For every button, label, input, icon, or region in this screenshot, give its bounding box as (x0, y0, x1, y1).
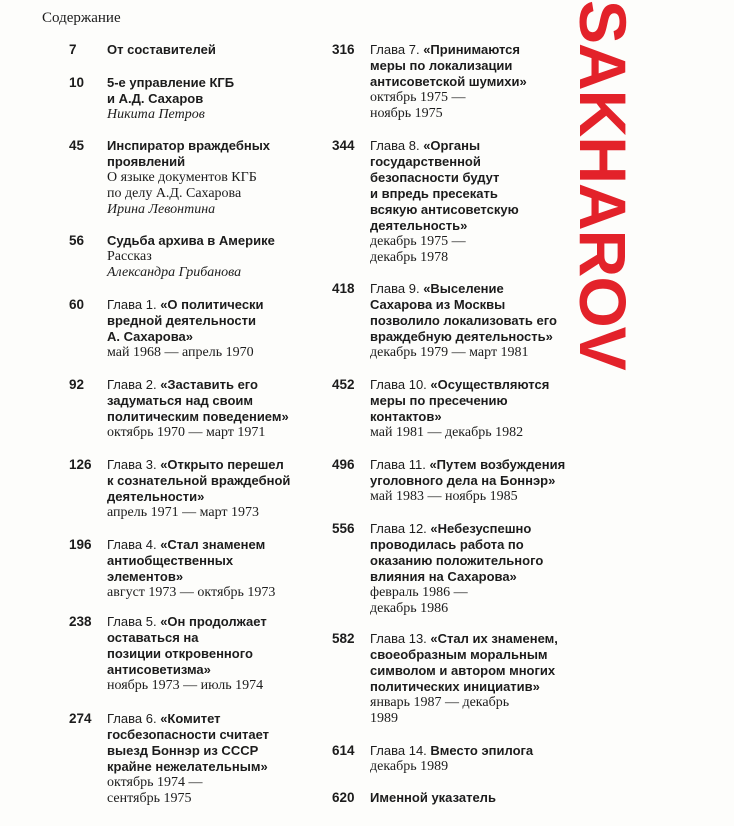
entry-content (370, 281, 570, 361)
chapter-title-text: антиобщественных (107, 553, 234, 568)
chapter-title-text: политическим поведением» (107, 409, 289, 424)
entry-subtitle-line: Рассказ (107, 249, 152, 264)
entry-title-line (107, 457, 319, 473)
chapter-title-text: элементов» (107, 569, 184, 584)
chapter-title-text: безопасности будут (370, 170, 500, 185)
chapter-title-text: политических инициатив» (370, 679, 540, 694)
entry-content (370, 377, 570, 441)
entry-date-range: октябрь 1975 — (370, 90, 466, 105)
chapter-title-text: «Путем возбуждения (429, 457, 566, 472)
entry-date-range: февраль 1986 — (370, 585, 468, 600)
entry-title-line (370, 58, 570, 74)
entry-content (370, 743, 570, 775)
entry-title-line (107, 409, 319, 425)
entry-title-line (370, 409, 570, 425)
chapter-title-text: символом и автором многих (370, 663, 556, 678)
entry-date-range: декабрь 1978 (370, 250, 449, 265)
entry-content (370, 457, 570, 505)
page-number: 45 (69, 138, 85, 153)
entry-title-line (107, 42, 319, 58)
entry-title-line (107, 233, 319, 249)
chapter-label: Глава 13. (370, 631, 431, 646)
chapter-title-text: «Заставить его (160, 377, 258, 392)
entry-date-range: декабрь 1989 (370, 759, 449, 774)
chapter-title-text: к сознательной враждебной (107, 473, 291, 488)
entry-date-range: декабрь 1979 — март 1981 (370, 345, 529, 360)
entry-date-range: январь 1987 — декабрь (370, 695, 510, 710)
entry-title-line (370, 154, 570, 170)
chapter-label: Глава 5. (107, 614, 161, 629)
entry-title-line (370, 393, 570, 409)
entry-title-line (107, 91, 319, 107)
page-number: 452 (332, 377, 355, 392)
page-number: 556 (332, 521, 355, 536)
entry-date-range: апрель 1971 — март 1973 (107, 505, 260, 520)
entry-date-range: 1989 (370, 711, 398, 726)
entry-title-line (107, 537, 319, 553)
entry-title-line (107, 377, 319, 393)
chapter-title-text: «Принимаются (423, 42, 521, 57)
chapter-title-text: деятельности» (107, 489, 205, 504)
page-number: 344 (332, 138, 355, 153)
chapter-title-text: крайне нежелательным» (107, 759, 268, 774)
entry-title-line (107, 489, 319, 505)
cover-title-text: SAKHAROV (566, 0, 640, 370)
chapter-title-text: меры по пресечению (370, 393, 508, 408)
chapter-title-text: позиции откровенного (107, 646, 253, 661)
entry-title-line (370, 790, 570, 806)
entry-content (107, 377, 319, 441)
page-number: 10 (69, 75, 85, 90)
entry-title-line (107, 759, 319, 775)
entry-content (370, 521, 570, 617)
chapter-title-text: задуматься над своим (107, 393, 253, 408)
entry-title-line (370, 647, 570, 663)
chapter-title-text: антисоветской шумихи» (370, 74, 527, 89)
chapter-title-text: проводилась работа по (370, 537, 524, 552)
chapter-title-text: «Он продолжает (160, 614, 267, 629)
chapter-title-text: и А.Д. Сахаров (107, 91, 204, 106)
chapter-title-text: «Стал знаменем (160, 537, 266, 552)
entry-title-line (107, 662, 319, 678)
entry-title-line (370, 553, 570, 569)
chapter-label: Глава 9. (370, 281, 424, 296)
chapter-title-text: «Стал их знаменем, (430, 631, 558, 646)
entry-date-range: сентябрь 1975 (107, 791, 192, 806)
entry-title-line (370, 457, 570, 473)
entry-author: Никита Петров (107, 107, 205, 122)
entry-title-line (107, 743, 319, 759)
chapter-title-text: контактов» (370, 409, 442, 424)
entry-title-line (370, 631, 570, 647)
chapter-title-text: Вместо эпилога (430, 743, 534, 758)
chapter-title-text: враждебную деятельность» (370, 329, 553, 344)
entry-title-line (370, 281, 570, 297)
entry-title-line (370, 329, 570, 345)
entry-title-line (107, 553, 319, 569)
chapter-title-text: «Комитет (160, 711, 221, 726)
entry-date-range: октябрь 1974 — (107, 775, 203, 790)
page-number: 614 (332, 743, 355, 758)
chapter-title-text: «Открыто перешел (160, 457, 284, 472)
chapter-label: Глава 7. (370, 42, 424, 57)
entry-author: Ирина Левонтина (107, 202, 216, 217)
entry-title-line (107, 329, 319, 345)
chapter-title-text: «Небезуспешно (430, 521, 532, 536)
chapter-title-text: 5-е управление КГБ (107, 75, 235, 90)
entry-title-line (370, 313, 570, 329)
entry-title-line (107, 297, 319, 313)
entry-title-line (370, 743, 570, 759)
cover-title-fragment (566, 0, 640, 370)
chapter-title-text: Именной указатель (370, 790, 496, 805)
chapter-label: Глава 4. (107, 537, 161, 552)
chapter-title-text: влияния на Сахарова» (370, 569, 517, 584)
page-number: 418 (332, 281, 355, 296)
entry-title-line (107, 614, 319, 630)
entry-date-range: ноябрь 1973 — июль 1974 (107, 678, 264, 693)
entry-title-line (370, 377, 570, 393)
page-number: 274 (69, 711, 92, 726)
chapter-title-text: оказанию положительного (370, 553, 544, 568)
entry-title-line (370, 537, 570, 553)
entry-title-line (370, 679, 570, 695)
chapter-title-text: «Выселение (423, 281, 504, 296)
chapter-label: Глава 14. (370, 743, 431, 758)
entry-date-range: ноябрь 1975 (370, 106, 443, 121)
page-number: 582 (332, 631, 355, 646)
chapter-title-text: позволило локализовать его (370, 313, 557, 328)
entry-title-line (107, 138, 319, 154)
page-number: 316 (332, 42, 355, 57)
entry-title-line (370, 202, 570, 218)
entry-title-line (370, 170, 570, 186)
chapter-title-text: От составителей (107, 42, 216, 57)
chapter-label: Глава 6. (107, 711, 161, 726)
entry-date-range: май 1981 — декабрь 1982 (370, 425, 524, 440)
entry-title-line (370, 186, 570, 202)
entry-title-line (370, 42, 570, 58)
chapter-title-text: проявлений (107, 154, 186, 169)
chapter-title-text: меры по локализации (370, 58, 513, 73)
chapter-title-text: и впредь пресекать (370, 186, 498, 201)
chapter-title-text: уголовного дела на Боннэр» (370, 473, 556, 488)
entry-content (107, 457, 319, 521)
page-heading: Содержание (42, 10, 121, 26)
entry-content (107, 711, 319, 807)
entry-subtitle-line: по делу А.Д. Сахарова (107, 186, 242, 201)
entry-content (107, 537, 319, 601)
entry-title-line (370, 297, 570, 313)
page-number: 7 (69, 42, 77, 57)
page-number: 56 (69, 233, 85, 248)
chapter-title-text: государственной (370, 154, 481, 169)
entry-content (370, 42, 570, 122)
entry-title-line (107, 646, 319, 662)
entry-content (107, 75, 319, 123)
entry-title-line (107, 75, 319, 91)
page-number: 496 (332, 457, 355, 472)
entry-date-range: октябрь 1970 — март 1971 (107, 425, 266, 440)
entry-content (370, 138, 570, 266)
chapter-title-text: «О политически (160, 297, 264, 312)
chapter-title-text: «Осуществляются (430, 377, 550, 392)
entry-content (107, 138, 319, 218)
entry-content (107, 614, 319, 694)
entry-title-line (370, 521, 570, 537)
chapter-label: Глава 10. (370, 377, 431, 392)
page-number: 92 (69, 377, 85, 392)
entry-date-range: декабрь 1975 — (370, 234, 466, 249)
page-number: 196 (69, 537, 92, 552)
chapter-title-text: «Органы (423, 138, 481, 153)
entry-title-line (370, 218, 570, 234)
entry-title-line (107, 569, 319, 585)
entry-title-line (107, 313, 319, 329)
chapter-title-text: госбезопасности считает (107, 727, 269, 742)
chapter-title-text: Судьба архива в Америке (107, 233, 275, 248)
entry-author: Александра Грибанова (107, 265, 242, 280)
page-number: 60 (69, 297, 85, 312)
entry-title-line (107, 154, 319, 170)
chapter-title-text: антисоветизма» (107, 662, 211, 677)
chapter-title-text: оставаться на (107, 630, 199, 645)
chapter-title-text: деятельность» (370, 218, 468, 233)
chapter-title-text: своеобразным моральным (370, 647, 548, 662)
chapter-title-text: Сахарова из Москвы (370, 297, 506, 312)
chapter-label: Глава 8. (370, 138, 424, 153)
chapter-title-text: вредной деятельности (107, 313, 256, 328)
chapter-title-text: всякую антисоветскую (370, 202, 519, 217)
chapter-title-text: выезд Боннэр из СССР (107, 743, 259, 758)
entry-content (107, 233, 319, 281)
chapter-label: Глава 2. (107, 377, 161, 392)
entry-title-line (370, 569, 570, 585)
entry-subtitle-line: О языке документов КГБ (107, 170, 257, 185)
entry-title-line (107, 727, 319, 743)
chapter-label: Глава 3. (107, 457, 161, 472)
entry-title-line (107, 711, 319, 727)
page-number: 126 (69, 457, 92, 472)
entry-content (107, 297, 319, 361)
entry-title-line (370, 663, 570, 679)
entry-date-range: май 1968 — апрель 1970 (107, 345, 254, 360)
entry-content (107, 42, 319, 58)
page-number: 620 (332, 790, 355, 805)
chapter-title-text: А. Сахарова» (107, 329, 194, 344)
entry-title-line (107, 630, 319, 646)
entry-date-range: май 1983 — ноябрь 1985 (370, 489, 518, 504)
chapter-label: Глава 11. (370, 457, 430, 472)
entry-title-line (107, 393, 319, 409)
chapter-label: Глава 12. (370, 521, 431, 536)
chapter-title-text: Инспиратор враждебных (107, 138, 271, 153)
chapter-label: Глава 1. (107, 297, 161, 312)
entry-title-line (370, 138, 570, 154)
entry-content (370, 631, 570, 727)
entry-date-range: декабрь 1986 (370, 601, 449, 616)
page-number: 238 (69, 614, 92, 629)
entry-title-line (370, 74, 570, 90)
entry-content (370, 790, 570, 806)
entry-date-range: август 1973 — октябрь 1973 (107, 585, 276, 600)
entry-title-line (107, 473, 319, 489)
entry-title-line (370, 473, 570, 489)
